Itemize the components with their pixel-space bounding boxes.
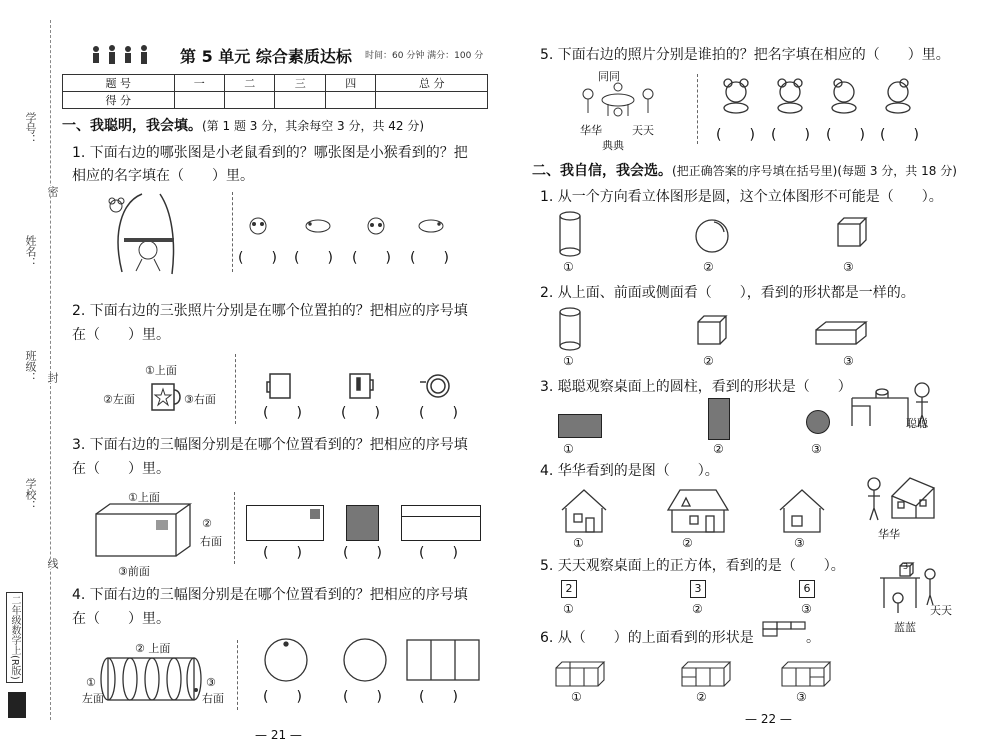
q4-label-left-num: ①	[86, 676, 96, 689]
c3-option-3[interactable]: ③	[811, 442, 822, 456]
c5-option-3[interactable]: ③	[801, 602, 812, 616]
table-cell[interactable]	[376, 92, 488, 109]
c5-face-2: 3	[690, 580, 706, 598]
score-table-header-row	[63, 75, 488, 92]
q5-label-bottom: 典典	[602, 139, 624, 152]
q3-view-rect-1-mark	[310, 509, 320, 519]
table-cell[interactable]	[275, 92, 325, 109]
q3-answer-blank-1[interactable]: ( )	[263, 545, 302, 561]
page-number-right: — 22 —	[745, 712, 792, 726]
q4-label-top: ② 上面	[135, 642, 171, 655]
q2-answer-blank-3[interactable]: ( )	[419, 405, 458, 421]
c4-option-1[interactable]: ①	[573, 536, 584, 550]
c1-option-3[interactable]: ③	[843, 260, 854, 274]
binding-margin	[0, 0, 59, 754]
q4-label-right-num: ③	[206, 676, 216, 689]
q2-divider	[235, 354, 236, 424]
c1-shapes	[558, 210, 878, 258]
c3-option2-rect	[708, 398, 730, 440]
page-number-left: — 21 —	[255, 728, 302, 742]
q4-answer-blank-2[interactable]: ( )	[343, 689, 382, 705]
section1-title: 一、我聪明，我会填。	[62, 118, 202, 134]
q4-answer-blank-1[interactable]: ( )	[263, 689, 302, 705]
q5-answer-blank-1[interactable]: ( )	[716, 127, 755, 143]
q3-label-front: ③前面	[118, 565, 150, 578]
page-title: 第 5 单元 综合素质达标	[180, 47, 352, 66]
publisher-logo-icon	[8, 692, 26, 718]
q5-answer-blank-4[interactable]: ( )	[880, 127, 919, 143]
student-id-label: 学号：	[24, 112, 37, 145]
q2-answer-blank-2[interactable]: ( )	[341, 405, 380, 421]
c1-option-1[interactable]: ①	[563, 260, 574, 274]
score-table	[62, 74, 488, 109]
c5-cube-top-number: 3	[903, 562, 909, 571]
q3-line1: 3. 下面右边的三幅图分别是在哪个位置看到的？把相应的序号填	[72, 437, 468, 453]
c4-question: 4. 华华看到的是图（ ）。	[540, 463, 719, 479]
c6-option-2[interactable]: ②	[696, 690, 707, 704]
table-cell[interactable]	[174, 92, 224, 109]
c5-question: 5. 天天观察桌面上的正方体，看到的是（ ）。	[540, 558, 845, 574]
c1-option-2[interactable]: ②	[703, 260, 714, 274]
girl-and-house-icon	[864, 470, 940, 526]
c4-house-views	[558, 484, 838, 536]
q2-label-right: ③右面	[184, 393, 216, 406]
q1-answer-blank-1[interactable]: ( )	[238, 250, 277, 266]
c4-option-3[interactable]: ③	[794, 536, 805, 550]
c3-option1-rect	[558, 414, 602, 438]
q5-line: 5. 下面右边的照片分别是谁拍的？把名字填在相应的（ ）里。	[540, 47, 950, 63]
q4-label-left: 左面	[82, 692, 104, 705]
c1-question: 1. 从一个方向看立体图形是圆，这个立体图形不可能是（ ）。	[540, 189, 943, 205]
q3-line2: 在（ ）里。	[72, 461, 170, 477]
kids-silhouette-icon	[88, 44, 158, 70]
c6-target-shape	[762, 621, 808, 639]
q3-label-right: 右面	[200, 535, 222, 548]
c5-name-tiantian: 天天	[930, 604, 952, 617]
c6-question-b: 。	[806, 630, 820, 646]
seal-xian: 线	[46, 558, 59, 569]
q1-line2: 相应的名字填在（ ）里。	[72, 168, 254, 184]
q5-divider	[697, 74, 698, 144]
q4-divider	[237, 640, 238, 710]
seal-mi: 密	[46, 186, 59, 197]
bear-photo-row	[718, 78, 918, 114]
q4-line1: 4. 下面右边的三幅图分别是在哪个位置看到的？把相应的序号填	[72, 587, 468, 603]
q3-view-rect-2	[401, 505, 481, 541]
section2-heading	[532, 160, 957, 180]
q2-photo-row	[266, 370, 466, 402]
q5-label-top: 同同	[598, 70, 620, 83]
mouse-and-monkey-illustration-icon	[102, 192, 182, 276]
q3-answer-blank-2[interactable]: ( )	[343, 545, 382, 561]
q2-line2: 在（ ）里。	[72, 327, 170, 343]
c2-question: 2. 从上面、前面或侧面看（ ），看到的形状都是一样的。	[540, 285, 915, 301]
q3-view-rect-2-line	[401, 516, 481, 517]
c5-name-lanlan: 蓝蓝	[894, 621, 916, 634]
c5-option-1[interactable]: ①	[563, 602, 574, 616]
mug-with-star-icon	[146, 380, 184, 412]
kids-around-table-icon	[578, 82, 658, 122]
table-cell: 四	[325, 75, 375, 92]
cylinders-row-icon	[100, 654, 206, 704]
q5-label-bl: 华华	[580, 124, 602, 137]
q1-answer-blank-3[interactable]: ( )	[352, 250, 391, 266]
c4-girl-name: 华华	[878, 528, 900, 541]
q4-answer-blank-3[interactable]: ( )	[419, 689, 458, 705]
q1-photo-row	[246, 214, 476, 238]
q3-label-right-num: ②	[202, 517, 212, 530]
q3-view-square	[346, 505, 379, 541]
book-label: 二年级数学上(R版)	[6, 592, 23, 683]
c6-cube-options	[554, 656, 854, 690]
table-cell: 一	[174, 75, 224, 92]
table-cell: 总 分	[376, 75, 488, 92]
q1-divider	[232, 192, 233, 272]
q4-line2: 在（ ）里。	[72, 611, 170, 627]
c3-question: 3. 聪聪观察桌面上的圆柱，看到的形状是（ ）	[540, 379, 852, 395]
c5-option-2[interactable]: ②	[692, 602, 703, 616]
name-label: 姓名：	[24, 235, 37, 268]
score-table-row	[63, 92, 488, 109]
q2-answer-blank-1[interactable]: ( )	[263, 405, 302, 421]
q5-answer-blank-3[interactable]: ( )	[826, 127, 865, 143]
cuboid-box-icon	[94, 502, 194, 558]
section1-note: (第 1 题 3 分，其余每空 3 分，共 42 分)	[202, 119, 425, 133]
c5-face-3: 6	[799, 580, 815, 598]
c6-option-3[interactable]: ③	[796, 690, 807, 704]
q1-answer-blank-4[interactable]: ( )	[410, 250, 449, 266]
seal-feng: 封	[46, 372, 59, 383]
exam-meta: 时间：60 分钟 满分：100 分	[365, 51, 484, 61]
table-cell[interactable]	[325, 92, 375, 109]
c3-option-2[interactable]: ②	[713, 442, 724, 456]
q1-line1: 1. 下面右边的哪张图是小老鼠看到的？哪张图是小猴看到的？把	[72, 145, 468, 161]
c2-option-3[interactable]: ③	[843, 354, 854, 368]
q1-answer-blank-2[interactable]: ( )	[294, 250, 333, 266]
q2-line1: 2. 下面右边的三张照片分别是在哪个位置拍的？把相应的序号填	[72, 303, 468, 319]
table-cell: 得 分	[63, 92, 175, 109]
table-cell: 题 号	[63, 75, 175, 92]
section2-title: 二、我自信，我会选。	[532, 163, 672, 179]
q2-label-left: ②左面	[103, 393, 135, 406]
section1-heading	[62, 115, 424, 135]
table-cell: 三	[275, 75, 325, 92]
school-label: 学校：	[24, 478, 37, 511]
c2-option-2[interactable]: ②	[703, 354, 714, 368]
c3-option3-circle	[806, 410, 830, 434]
q4-label-right: 右面	[202, 692, 224, 705]
c2-option-1[interactable]: ①	[563, 354, 574, 368]
q2-label-top: ①上面	[145, 364, 177, 377]
q3-divider	[234, 492, 235, 564]
c5-face-1: 2	[561, 580, 577, 598]
c4-option-2[interactable]: ②	[682, 536, 693, 550]
c3-boy-name: 聪聪	[906, 417, 928, 430]
c2-shapes	[558, 306, 868, 352]
c6-question-a: 6. 从（ ）的上面看到的形状是	[540, 630, 754, 646]
binding-dashed-line	[50, 20, 51, 720]
table-cell: 二	[224, 75, 274, 92]
q5-answer-blank-2[interactable]: ( )	[771, 127, 810, 143]
table-cell[interactable]	[224, 92, 274, 109]
q3-answer-blank-3[interactable]: ( )	[419, 545, 458, 561]
q4-view-row	[262, 636, 482, 684]
q5-label-br: 天天	[632, 124, 654, 137]
c3-option-1[interactable]: ①	[563, 442, 574, 456]
class-label: 班级：	[24, 350, 37, 383]
section2-note: (把正确答案的序号填在括号里)(每题 3 分，共 18 分)	[672, 164, 957, 178]
c6-option-1[interactable]: ①	[571, 690, 582, 704]
q3-label-top: ①上面	[128, 491, 160, 504]
